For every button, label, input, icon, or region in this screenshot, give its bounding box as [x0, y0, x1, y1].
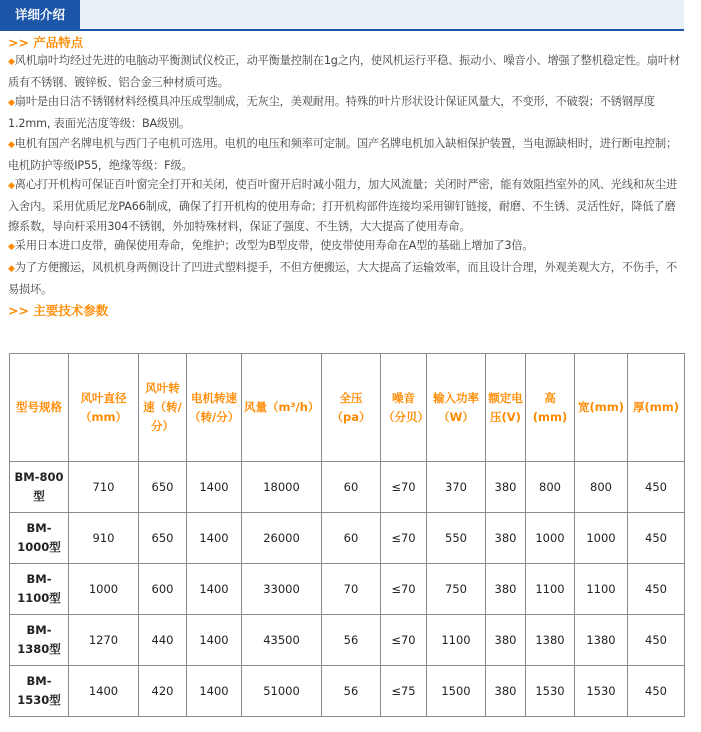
cell-rated-voltage: 380 — [486, 462, 526, 513]
cell-width: 800 — [575, 462, 628, 513]
header-noise: 噪音（分贝） — [381, 354, 427, 462]
header-blade-diameter: 风叶直径（mm） — [69, 354, 139, 462]
cell-motor-speed: 1400 — [187, 462, 242, 513]
cell-width: 1380 — [575, 615, 628, 666]
header-total-pressure: 全压（pa） — [322, 354, 381, 462]
feature-item-balance: ◆风机扇叶均经过先进的电脑动平衡测试仪校正，动平衡量控制在1g之内，使风机运行平稳、振动小、噪音小、增强了整机稳定性。扇叶材质有不锈钢、镀锌板、铝合金三种材质可选。 — [8, 54, 680, 89]
cell-input-power: 370 — [427, 462, 486, 513]
cell-blade-diameter: 910 — [69, 513, 139, 564]
cell-rated-voltage: 380 — [486, 615, 526, 666]
cell-motor-speed: 1400 — [187, 615, 242, 666]
cell-total-pressure: 56 — [322, 615, 381, 666]
cell-total-pressure: 60 — [322, 462, 381, 513]
header-height: 高(mm) — [526, 354, 575, 462]
cell-motor-speed: 1400 — [187, 564, 242, 615]
header-width: 宽(mm) — [575, 354, 628, 462]
cell-model: BM-1380型 — [10, 615, 69, 666]
cell-airflow: 43500 — [242, 615, 322, 666]
cell-model: BM-1100型 — [10, 564, 69, 615]
cell-width: 1000 — [575, 513, 628, 564]
table-row — [10, 666, 685, 717]
table-row — [10, 513, 685, 564]
detail-tab-bar — [0, 0, 684, 31]
cell-airflow: 26000 — [242, 513, 322, 564]
header-depth: 厚(mm) — [628, 354, 685, 462]
cell-rated-voltage: 380 — [486, 513, 526, 564]
table-row — [10, 564, 685, 615]
cell-total-pressure: 56 — [322, 666, 381, 717]
tab-detail-intro[interactable]: 详细介绍 — [0, 0, 80, 29]
bullet-diamond-icon: ◆ — [8, 139, 15, 150]
cell-blade-speed: 420 — [139, 666, 187, 717]
cell-model: BM-1000型 — [10, 513, 69, 564]
table-row — [10, 462, 685, 513]
cell-rated-voltage: 380 — [486, 666, 526, 717]
header-input-power: 输入功率（W） — [427, 354, 486, 462]
cell-airflow: 33000 — [242, 564, 322, 615]
cell-blade-speed: 440 — [139, 615, 187, 666]
cell-input-power: 550 — [427, 513, 486, 564]
cell-blade-diameter: 1000 — [69, 564, 139, 615]
specs-table — [9, 353, 685, 717]
cell-motor-speed: 1400 — [187, 666, 242, 717]
cell-noise: ≤70 — [381, 462, 427, 513]
cell-depth: 450 — [628, 666, 685, 717]
cell-input-power: 750 — [427, 564, 486, 615]
feature-item-shutter: ◆离心打开机构可保证百叶窗完全打开和关闭，使百叶窗开启时减小阻力，加大风流量；关闭时严密，能有效阻挡室外的风、光线和灰尘进入舍内。采用优质尼龙PA66制成，确保了打开机构的使用寿命；打开机构部件连接均采用铆钉链接，耐磨、不生锈、灵活性好，降低了磨擦系数，导向杆采用304不锈钢，外加特殊材料，保证了强度、不生锈，大大提高了使用寿命。 — [8, 178, 678, 233]
cell-depth: 450 — [628, 462, 685, 513]
cell-airflow: 18000 — [242, 462, 322, 513]
specs-section-title: >> 主要技术参数 — [8, 303, 109, 318]
cell-height: 800 — [526, 462, 575, 513]
header-motor-speed: 电机转速（转/分） — [187, 354, 242, 462]
header-blade-speed: 风叶转速（转/分） — [139, 354, 187, 462]
cell-rated-voltage: 380 — [486, 564, 526, 615]
cell-width: 1530 — [575, 666, 628, 717]
bullet-diamond-icon: ◆ — [8, 98, 15, 109]
header-airflow: 风量（m³/h） — [242, 354, 322, 462]
feature-item-blade: ◆扇叶是由日洁不锈钢材料经模具冲压成型制成，无灰尘，美观耐用。特殊的叶片形状设计保证风量大，不变形，不破裂；不锈钢厚度1.2mm, 表面光洁度等级：BA级别。 — [8, 95, 655, 131]
cell-width: 1100 — [575, 564, 628, 615]
cell-height: 1000 — [526, 513, 575, 564]
cell-input-power: 1500 — [427, 666, 486, 717]
features-section-title: >> 产品特点 — [8, 35, 84, 50]
cell-noise: ≤70 — [381, 513, 427, 564]
bullet-diamond-icon: ◆ — [8, 57, 15, 67]
table-row — [10, 615, 685, 666]
cell-total-pressure: 60 — [322, 513, 381, 564]
cell-blade-speed: 650 — [139, 513, 187, 564]
cell-noise: ≤75 — [381, 666, 427, 717]
cell-depth: 450 — [628, 513, 685, 564]
cell-airflow: 51000 — [242, 666, 322, 717]
cell-input-power: 1100 — [427, 615, 486, 666]
cell-height: 1100 — [526, 564, 575, 615]
header-rated-voltage: 额定电压(V) — [486, 354, 526, 462]
cell-blade-speed: 600 — [139, 564, 187, 615]
cell-blade-diameter: 1400 — [69, 666, 139, 717]
feature-item-motor: ◆电机有国产名牌电机与西门子电机可选用。电机的电压和频率可定制。国产名牌电机加入缺相保护装置，当电源缺相时，进行断电控制；电机防护等级IP55，绝缘等级：F级。 — [8, 136, 678, 172]
feature-item-handle: ◆为了方便搬运，风机机身两侧设计了凹进式塑料提手，不但方便搬运，大大提高了运输效率，而且设计合理，外观美观大方，不伤手，不易损坏。 — [8, 261, 678, 296]
cell-depth: 450 — [628, 615, 685, 666]
bullet-diamond-icon: ◆ — [8, 264, 15, 275]
feature-item-belt: ◆采用日本进口皮带，确保使用寿命，免维护；改型为B型皮带，使皮带使用寿命在A型的基础上增加了3倍。 — [8, 239, 534, 253]
cell-blade-speed: 650 — [139, 462, 187, 513]
cell-noise: ≤70 — [381, 615, 427, 666]
cell-noise: ≤70 — [381, 564, 427, 615]
cell-height: 1530 — [526, 666, 575, 717]
cell-model: BM-1530型 — [10, 666, 69, 717]
features-text-block — [8, 51, 684, 299]
cell-blade-diameter: 710 — [69, 462, 139, 513]
bullet-diamond-icon: ◆ — [8, 242, 15, 253]
bullet-diamond-icon: ◆ — [8, 181, 15, 192]
specs-table-header-row — [10, 354, 685, 462]
cell-model: BM-800型 — [10, 462, 69, 513]
header-model: 型号规格 — [10, 354, 69, 462]
cell-height: 1380 — [526, 615, 575, 666]
cell-motor-speed: 1400 — [187, 513, 242, 564]
cell-total-pressure: 70 — [322, 564, 381, 615]
cell-depth: 450 — [628, 564, 685, 615]
cell-blade-diameter: 1270 — [69, 615, 139, 666]
